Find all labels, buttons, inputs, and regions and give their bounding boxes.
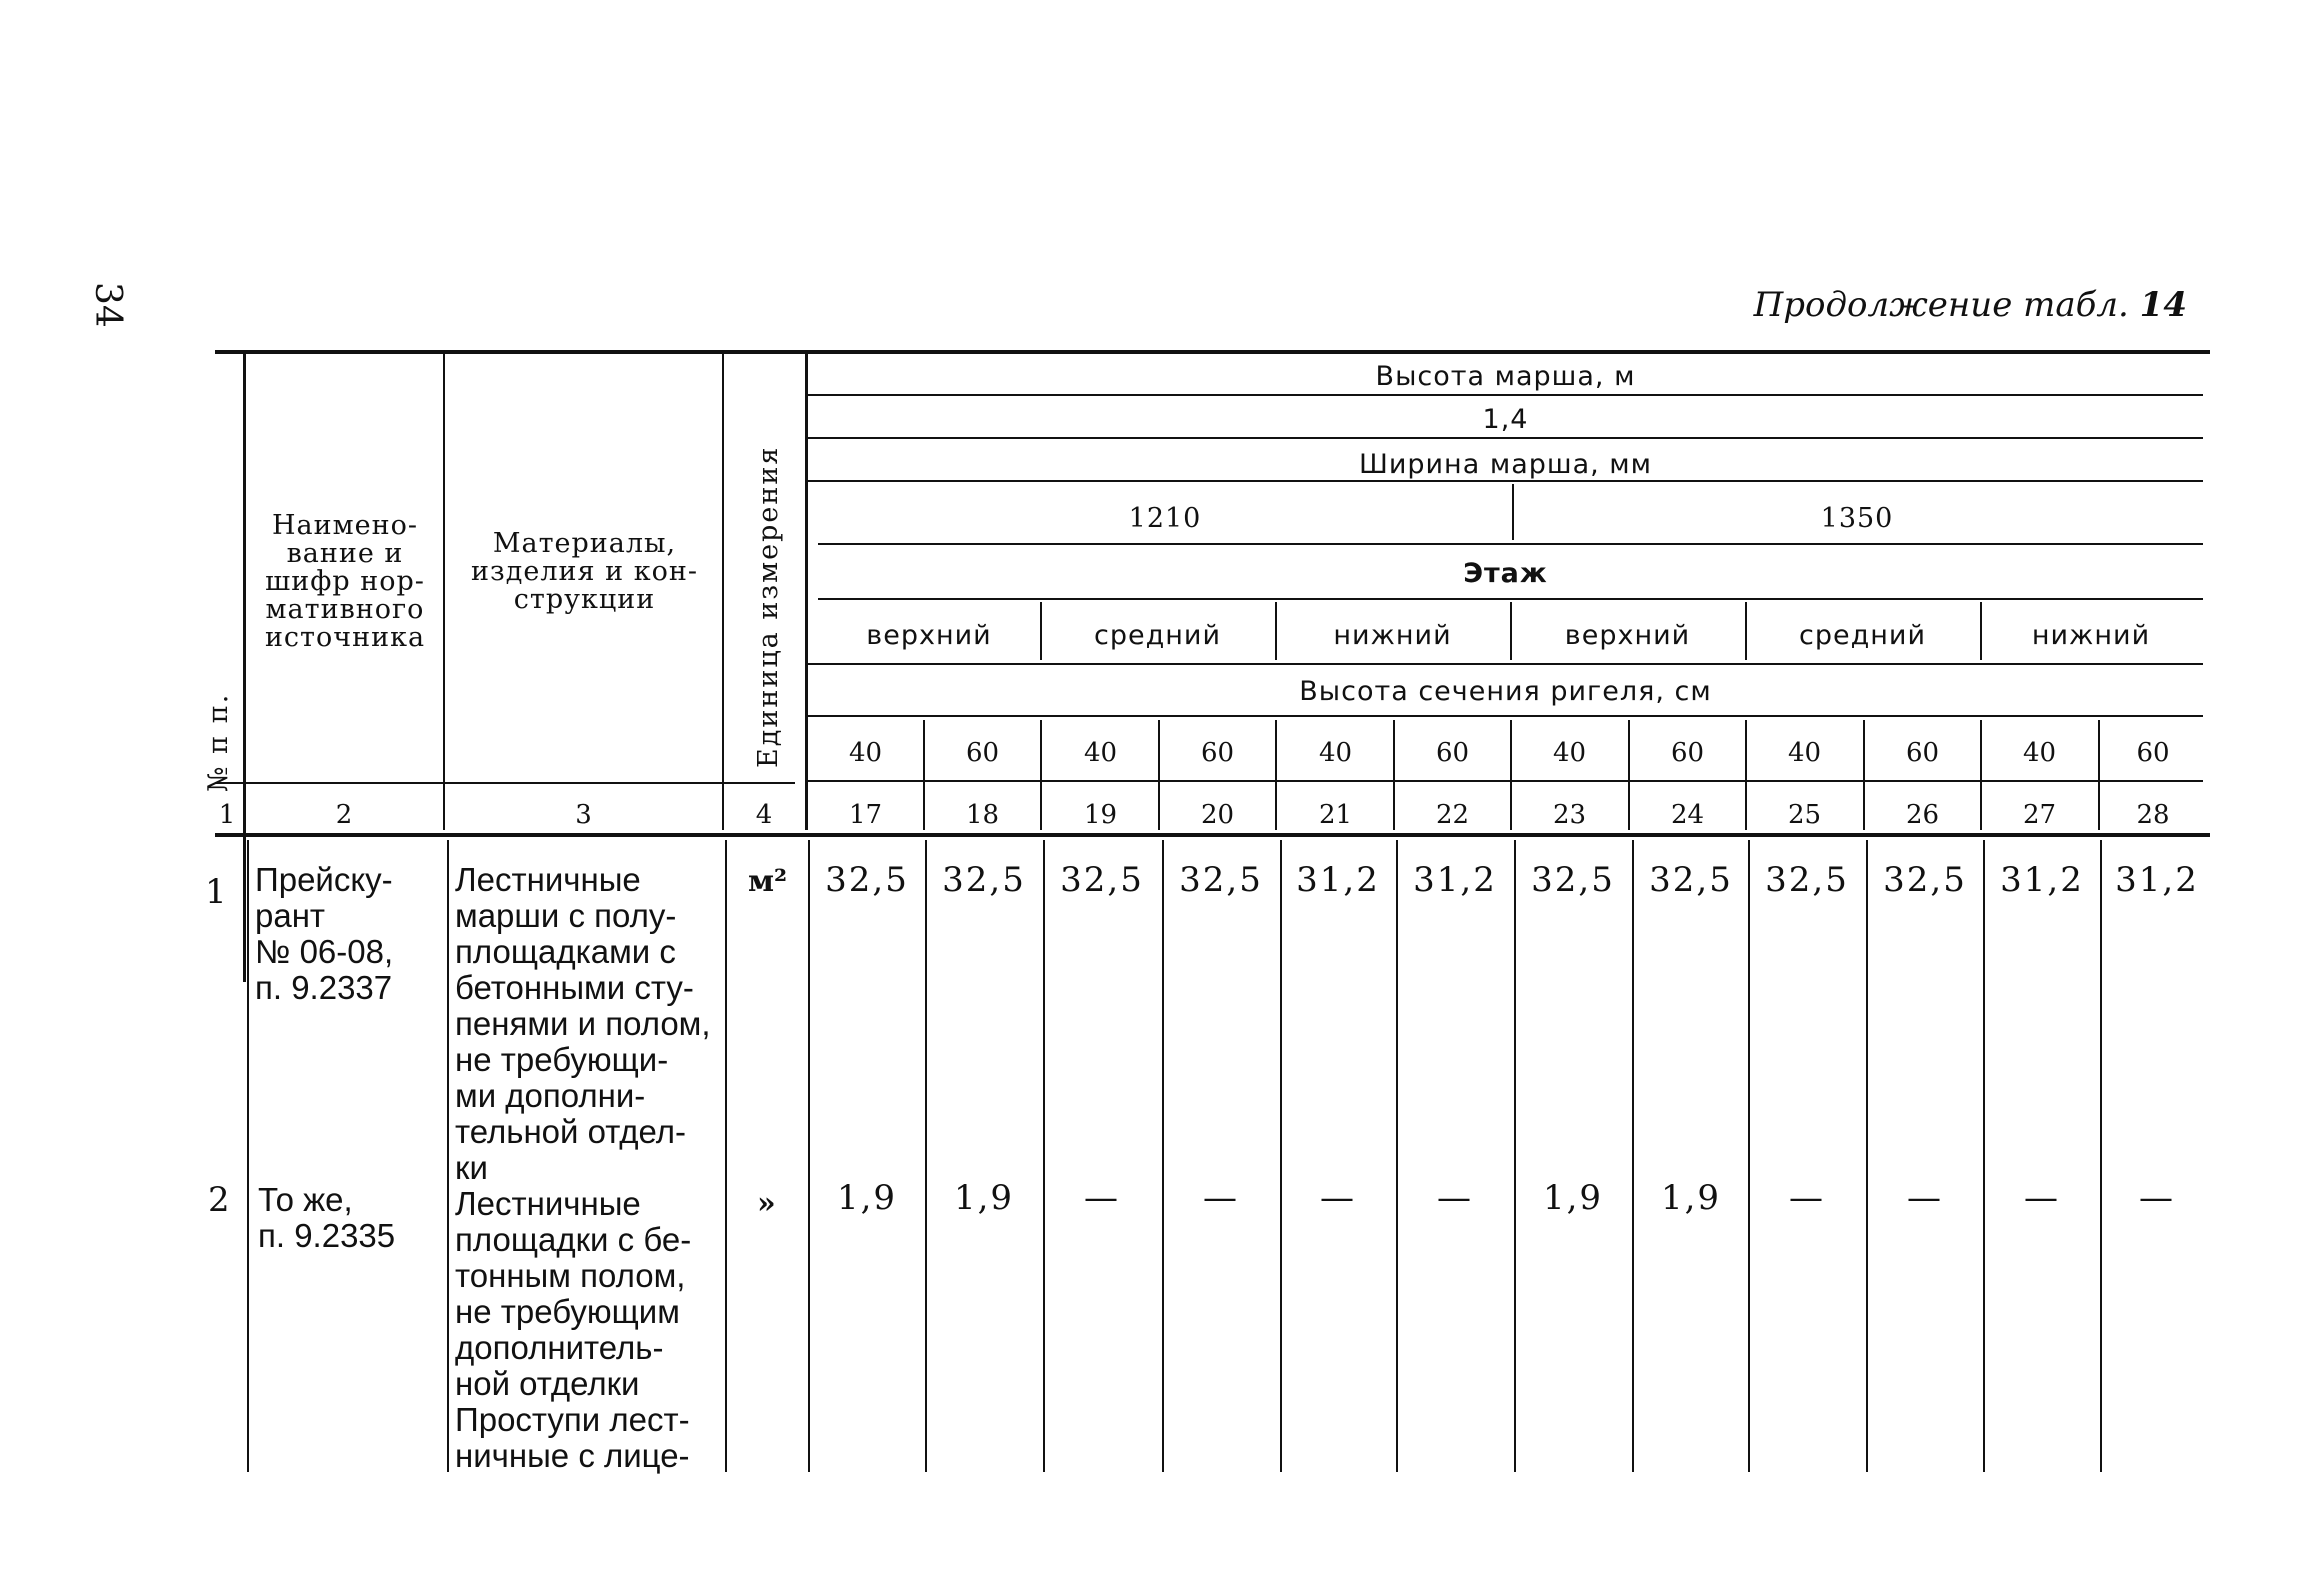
column-number: 18 bbox=[965, 800, 1000, 830]
row-material: Лестничные марши с полу- площадками с бетонными сту- пенями и полом, не требующи- ми дополни- тельной отдел- ки bbox=[455, 861, 711, 1186]
table-cell: 32,5 bbox=[1060, 860, 1144, 900]
width-1350: 1350 bbox=[1820, 503, 1894, 534]
floor-label: Этаж bbox=[1463, 558, 1548, 589]
floor-header: средний bbox=[1798, 620, 1926, 651]
column-number: 26 bbox=[1905, 800, 1940, 830]
page-number: 34 bbox=[87, 282, 128, 328]
row-source: Прейску- рант № 06-08, п. 9.2337 bbox=[255, 861, 394, 1006]
table-cell: 31,2 bbox=[1413, 860, 1497, 900]
row-unit: » bbox=[757, 1186, 776, 1221]
column-number: 17 bbox=[848, 800, 883, 830]
table-cell: — bbox=[1084, 1178, 1120, 1218]
column-number: 20 bbox=[1200, 800, 1235, 830]
row-unit: м² bbox=[748, 864, 788, 899]
girder-label: Высота сечения ригеля, см bbox=[1299, 676, 1712, 707]
source-column-header: Наимено- вание и шифр нор- мативного источника bbox=[264, 510, 426, 653]
column-number: 1 bbox=[218, 800, 236, 830]
table-cell: — bbox=[1437, 1178, 1473, 1218]
floor-header: средний bbox=[1093, 620, 1221, 651]
girder-height: 40 bbox=[1552, 738, 1587, 768]
column-number: 3 bbox=[575, 800, 592, 830]
floor-header: верхний bbox=[1564, 620, 1691, 651]
column-number: 27 bbox=[2022, 800, 2057, 830]
table-cell: 31,2 bbox=[2000, 860, 2084, 900]
row-material: Лестничные площадки с бе- тонным полом, не требующим дополнитель- ной отделки Проступи лест- ничные с лице- bbox=[455, 1185, 692, 1474]
caption-text: Продолжение табл. bbox=[1753, 285, 2129, 325]
table-cell: — bbox=[1907, 1178, 1943, 1218]
col-number-header: № п п. bbox=[203, 692, 234, 792]
girder-height: 40 bbox=[848, 738, 883, 768]
table-cell: 32,5 bbox=[1531, 860, 1615, 900]
width-1210: 1210 bbox=[1128, 503, 1202, 534]
unit-column-header: Единица измерения bbox=[753, 445, 784, 768]
column-number: 4 bbox=[755, 800, 773, 830]
girder-height: 40 bbox=[1787, 738, 1822, 768]
floor-header: нижний bbox=[1333, 620, 1452, 651]
table-cell: 32,5 bbox=[942, 860, 1026, 900]
table-cell: — bbox=[1789, 1178, 1825, 1218]
floor-header: верхний bbox=[866, 620, 992, 651]
row-source: То же, п. 9.2335 bbox=[258, 1181, 396, 1254]
table-cell: 32,5 bbox=[825, 860, 909, 900]
table-cell: 32,5 bbox=[1179, 860, 1263, 900]
table-caption bbox=[1754, 285, 2187, 325]
girder-height: 60 bbox=[1905, 738, 1940, 768]
table-cell: 1,9 bbox=[836, 1178, 898, 1218]
caption-table-number: 14 bbox=[2139, 285, 2187, 325]
girder-height: 60 bbox=[965, 738, 1000, 768]
table-cell: 31,2 bbox=[1296, 860, 1380, 900]
table-cell: 31,2 bbox=[2115, 860, 2199, 900]
table-cell: 1,9 bbox=[1542, 1178, 1604, 1218]
girder-height: 40 bbox=[2022, 738, 2057, 768]
march-height-label: Высота марша, м bbox=[1375, 361, 1636, 392]
girder-height: 60 bbox=[1200, 738, 1235, 768]
table-cell: — bbox=[2024, 1178, 2060, 1218]
column-number: 28 bbox=[2136, 800, 2170, 830]
column-number: 24 bbox=[1670, 800, 1705, 830]
table-cell: 32,5 bbox=[1765, 860, 1849, 900]
girder-height: 60 bbox=[2136, 738, 2170, 768]
table-cell: 32,5 bbox=[1649, 860, 1733, 900]
table-cell: 32,5 bbox=[1883, 860, 1967, 900]
girder-height: 40 bbox=[1083, 738, 1118, 768]
table-cell: — bbox=[1320, 1178, 1356, 1218]
column-number: 23 bbox=[1552, 800, 1587, 830]
girder-height: 60 bbox=[1435, 738, 1470, 768]
column-number: 19 bbox=[1083, 800, 1118, 830]
march-width-label: Ширина марша, мм bbox=[1358, 449, 1653, 480]
column-number: 2 bbox=[335, 800, 353, 830]
march-height-value: 1,4 bbox=[1482, 404, 1529, 435]
column-number: 25 bbox=[1787, 800, 1822, 830]
girder-height: 40 bbox=[1318, 738, 1353, 768]
table-cell: — bbox=[2139, 1178, 2175, 1218]
row-number: 2 bbox=[208, 1180, 230, 1220]
girder-height: 60 bbox=[1670, 738, 1705, 768]
column-number: 22 bbox=[1435, 800, 1470, 830]
table-cell: — bbox=[1203, 1178, 1239, 1218]
material-column-header: Материалы, изделия и кон- струкции bbox=[471, 528, 698, 615]
table-cell: 1,9 bbox=[953, 1178, 1015, 1218]
column-number: 21 bbox=[1318, 800, 1353, 830]
row-number: 1 bbox=[205, 872, 227, 912]
table-cell: 1,9 bbox=[1660, 1178, 1722, 1218]
floor-header: нижний bbox=[2031, 620, 2151, 651]
